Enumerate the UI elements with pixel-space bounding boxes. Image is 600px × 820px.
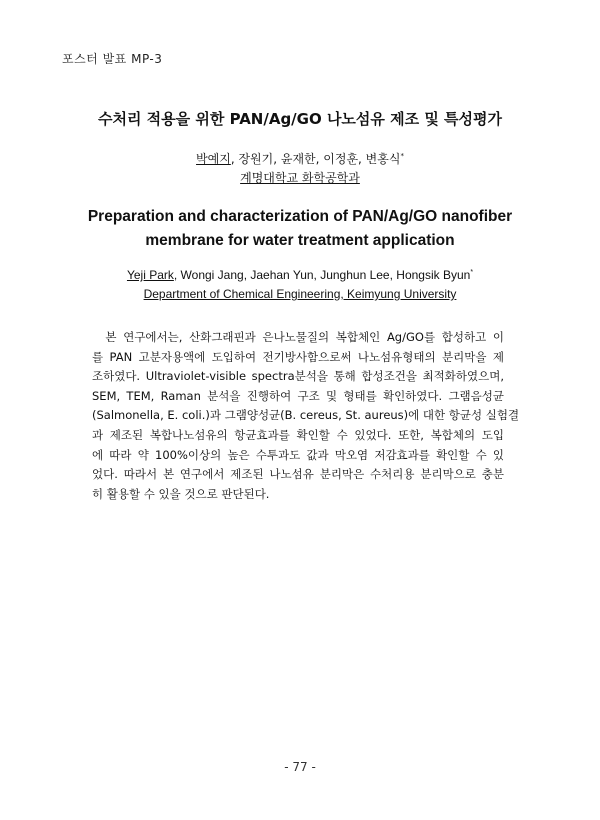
title-english-line1: Preparation and characterization of PAN/Ag/GO nanofiber — [87, 208, 513, 225]
presenter-name-english: Yeji Park — [126, 268, 174, 282]
abstract-line: SEM, TEM, Raman 분석을 진행하여 구조 및 형태를 확인하였다. 그램음성균 — [92, 388, 504, 403]
affiliation-korean-text: 계명대학교 화학공학과 — [240, 171, 360, 185]
abstract-line: 었다. 따라서 본 연구에서 제조된 나노섬유 분리막은 수처리용 분리막으로 충분 — [92, 467, 504, 482]
abstract-line: 과 제조된 복합나노섬유의 항균효과를 확인할 수 있었다. 또한, 복합체의 도입 — [92, 427, 504, 442]
coauthors-korean: , 장원기, 윤재한, 이정훈, 변홍식 — [230, 152, 401, 166]
affiliation-english — [0, 287, 600, 301]
coauthors-english: , Wongi Jang, Jaehan Yun, Junghun Lee, Hongsik Byun — [173, 268, 471, 282]
authors-english — [0, 268, 600, 282]
affiliation-korean — [0, 169, 600, 186]
title-english — [40, 205, 560, 253]
page-number: - 77 - — [284, 760, 316, 774]
abstract-body — [92, 328, 520, 504]
abstract-line: 히 활용할 수 있을 것으로 판단된다. — [92, 486, 270, 501]
abstract-line: 에 따라 약 100%이상의 높은 수투과도 값과 막오염 저감효과를 확인할 수 있 — [92, 447, 504, 462]
presenter-name-korean: 박예지 — [196, 152, 231, 166]
authors-korean — [0, 150, 600, 167]
abstract-line: (Salmonella, E. coli.)과 그램양성균(B. cereus, St. aureus)에 대한 항균성 실험결 — [92, 408, 520, 423]
title-english-line2: membrane for water treatment application — [145, 232, 455, 249]
session-label: 포스터 발표 MP-3 — [62, 52, 163, 66]
abstract-line: 를 PAN 고분자용액에 도입하여 전기방사함으로써 나노섬유형태의 분리막을 제 — [92, 349, 504, 364]
corresponding-mark-korean: * — [400, 152, 404, 160]
title-korean: 수처리 적용을 위한 PAN/Ag/GO 나노섬유 제조 및 특성평가 — [97, 110, 502, 128]
corresponding-mark-english: * — [470, 269, 474, 276]
affiliation-english-text: Department of Chemical Engineering, Keimyung University — [143, 287, 457, 301]
abstract-line: 조하였다. Ultraviolet-visible spectra분석을 통해 합성조건을 최적화하였으며, — [92, 369, 504, 384]
abstract-line: 본 연구에서는, 산화그래핀과 은나노물질의 복합체인 Ag/GO를 합성하고 이 — [92, 330, 504, 344]
